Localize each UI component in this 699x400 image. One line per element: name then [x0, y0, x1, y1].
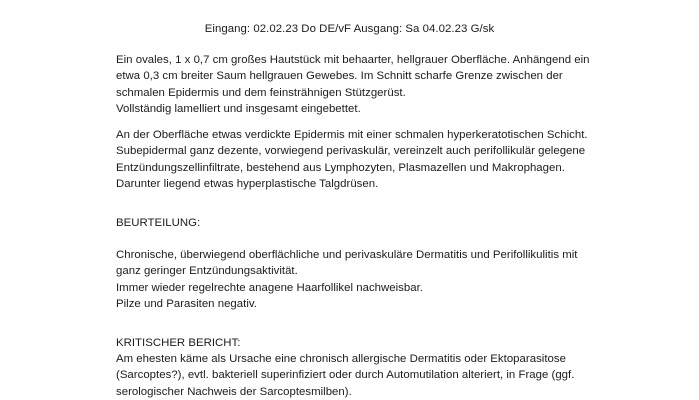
critical-report-heading: KRITISCHER BERICHT: — [116, 337, 241, 349]
microscopy-line: An der Oberfläche etwas verdickte Epidermis mit einer schmalen hyperkeratotischen Schicht. — [116, 129, 588, 141]
microscopy-line: Entzündungszellinfiltrate, bestehend aus Lymphozyten, Plasmazellen und Makrophagen. — [116, 161, 565, 174]
macroscopy-line: Ein ovales, 1 x 0,7 cm großes Hautstück mit behaarter, hellgrauer Oberfläche. Anhängend ein — [116, 54, 590, 66]
assessment-line: Immer wieder regelrechte anagene Haarfollikel nachweisbar. — [116, 281, 423, 294]
macroscopy-paragraph — [116, 52, 616, 118]
critical-report-line: serologischer Nachweis der Sarcoptesmilben). — [116, 385, 352, 398]
intake-output-line: Eingang: 02.02.23 Do DE/vF Ausgang: Sa 04.02.23 G/sk — [204, 23, 495, 35]
critical-report-line: (Sarcoptes?), evtl. bakteriell superinfiziert oder durch Automutilation alteriert, in Frage (ggf. — [116, 369, 575, 382]
macroscopy-line: schmalen Epidermis und dem feinsträhnigen Stützgerüst. — [116, 86, 406, 99]
assessment-heading: BEURTEILUNG: — [116, 217, 201, 229]
assessment-line: ganz geringer Entzündungsaktivität. — [116, 265, 298, 278]
critical-report-line: Am ehesten käme als Ursache eine chronisch allergische Dermatitis oder Ektoparasitose — [116, 353, 566, 365]
assessment-line: Chronische, überwiegend oberflächliche und perivaskuläre Dermatitis und Perifollikulitis mit — [116, 249, 578, 261]
macroscopy-line: Vollständig lamelliert und insgesamt eingebettet. — [116, 103, 361, 116]
critical-report-paragraph — [116, 351, 616, 400]
microscopy-paragraph — [116, 127, 616, 193]
microscopy-line: Subepidermal ganz dezente, vorwiegend perivaskulär, vereinzelt auch perifollikulär gelegene — [116, 145, 586, 158]
assessment-paragraph — [116, 247, 616, 313]
microscopy-line: Darunter liegend etwas hyperplastische Talgdrüsen. — [116, 178, 379, 191]
macroscopy-line: etwa 0,3 cm breiter Saum hellgrauen Gewebes. Im Schnitt scharfe Grenze zwischen der — [116, 70, 563, 83]
assessment-line: Pilze und Parasiten negativ. — [116, 298, 257, 311]
